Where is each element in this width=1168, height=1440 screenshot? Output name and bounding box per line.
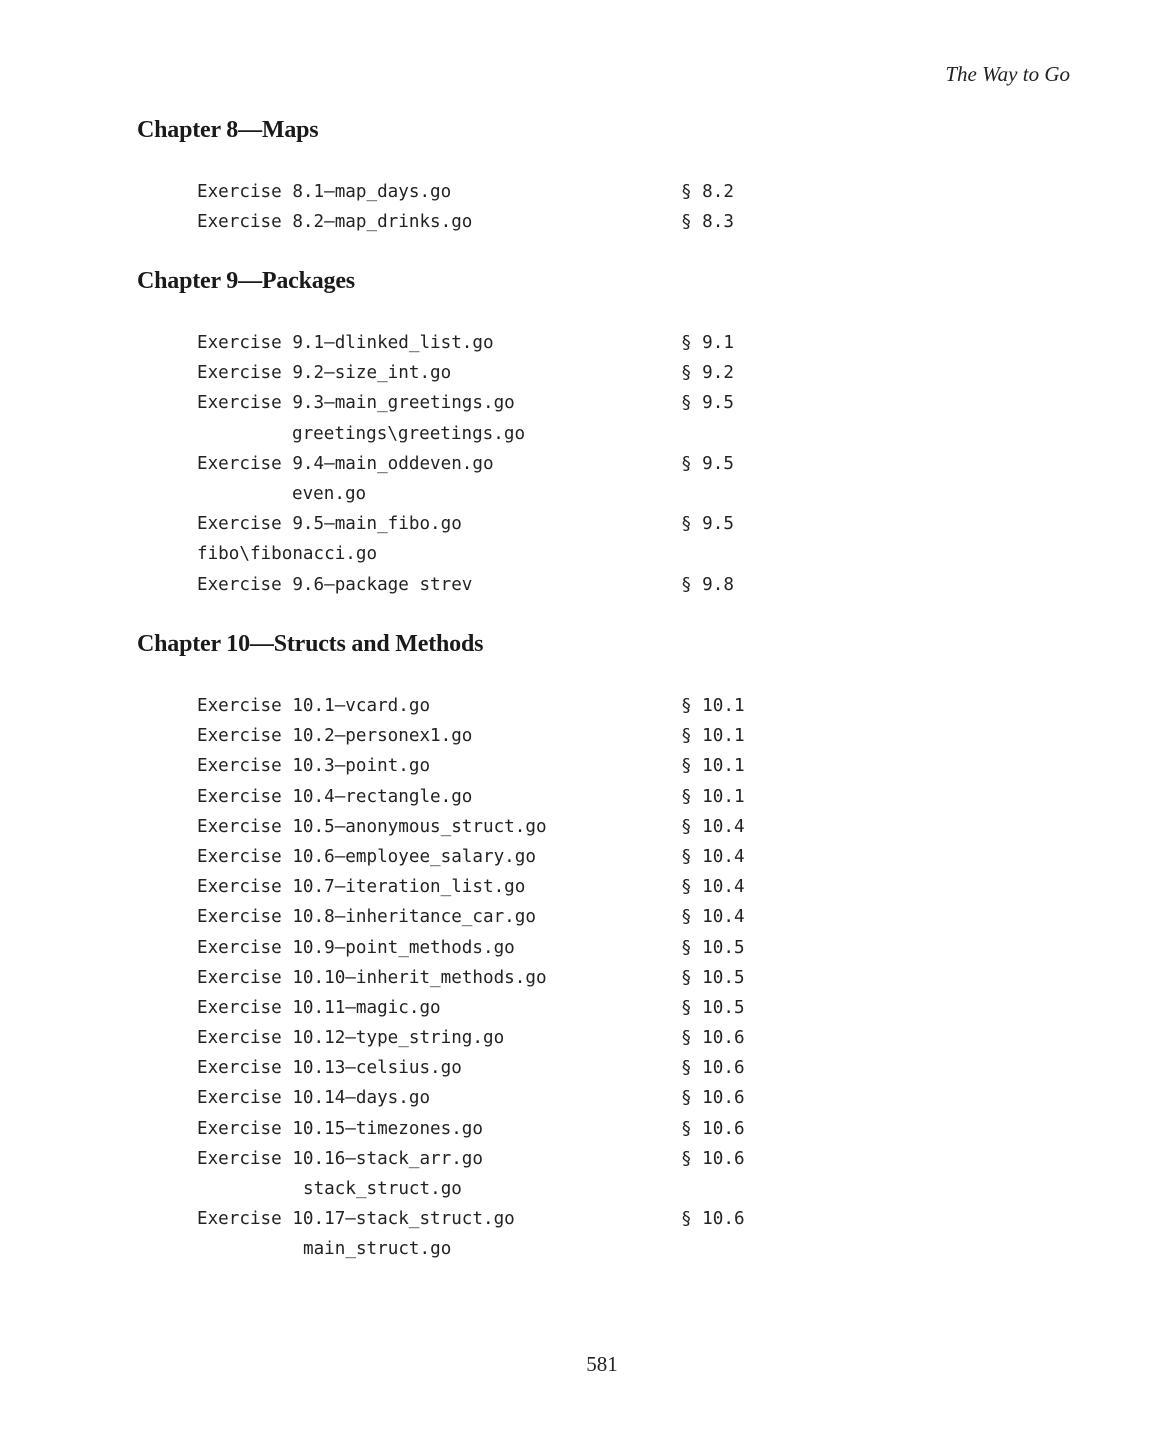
exercise-name: Exercise 10.9—point_methods.go xyxy=(197,937,515,958)
section-reference: § 10.6 xyxy=(681,1148,745,1169)
exercise-name: Exercise 10.3—point.go xyxy=(197,756,431,777)
exercise-entry xyxy=(197,177,1037,207)
exercise-name: Exercise 10.11—magic.go xyxy=(197,997,441,1018)
exercise-name: Exercise 8.2—map_drinks.go xyxy=(197,212,473,233)
exercise-subfile xyxy=(197,1174,1037,1204)
chapter-8-section xyxy=(137,115,1037,237)
exercise-name: Exercise 10.14—days.go xyxy=(197,1088,431,1109)
exercise-name: Exercise 10.2—personex1.go xyxy=(197,726,473,747)
exercise-name: Exercise 10.16—stack_arr.go xyxy=(197,1148,483,1169)
exercise-name: Exercise 9.4—main_oddeven.go xyxy=(197,453,494,474)
exercise-name: Exercise 10.8—inheritance_car.go xyxy=(197,907,536,928)
exercise-name: Exercise 8.1—map_days.go xyxy=(197,182,452,202)
exercise-file-name: stack_struct.go xyxy=(303,1179,462,1199)
section-reference: § 9.8 xyxy=(681,574,734,595)
exercise-name: Exercise 9.6—package strev xyxy=(197,574,473,595)
exercise-name: Exercise 9.1—dlinked_list.go xyxy=(197,333,494,353)
exercise-entry xyxy=(197,812,1037,842)
exercise-file-name: fibo\fibonacci.go xyxy=(197,544,378,565)
exercise-subfile xyxy=(197,539,1037,569)
section-reference: § 10.1 xyxy=(681,756,745,777)
exercise-entry xyxy=(197,328,1037,358)
section-reference: § 10.5 xyxy=(681,997,745,1018)
exercise-name: Exercise 9.3—main_greetings.go xyxy=(197,393,515,414)
chapter-title: Chapter 10—Structs and Methods xyxy=(137,631,484,657)
section-reference: § 9.5 xyxy=(681,393,734,414)
section-reference: § 10.5 xyxy=(681,937,745,958)
chapter-9-section xyxy=(137,266,1037,600)
exercise-name: Exercise 10.5—anonymous_struct.go xyxy=(197,816,547,837)
section-reference: § 9.5 xyxy=(681,514,734,535)
section-reference: § 10.5 xyxy=(681,967,745,988)
page-number: 581 xyxy=(586,1352,618,1376)
exercise-entry xyxy=(197,1083,1037,1113)
exercise-entry xyxy=(197,207,1037,237)
exercise-entry xyxy=(197,842,1037,872)
section-reference: § 10.4 xyxy=(681,816,745,837)
exercise-entry xyxy=(197,782,1037,812)
exercise-list xyxy=(137,328,1037,600)
exercise-entry xyxy=(197,1114,1037,1144)
section-reference: § 10.1 xyxy=(681,726,745,747)
section-reference: § 10.6 xyxy=(681,1118,745,1139)
exercise-entry xyxy=(197,933,1037,963)
section-reference: § 10.6 xyxy=(681,1088,745,1109)
exercise-list xyxy=(137,691,1037,1265)
section-reference: § 8.2 xyxy=(681,182,734,202)
chapter-title: Chapter 9—Packages xyxy=(137,268,355,294)
exercise-entry xyxy=(197,1144,1037,1174)
exercise-name: Exercise 9.5—main_fibo.go xyxy=(197,514,462,535)
exercise-name: Exercise 10.4—rectangle.go xyxy=(197,786,473,807)
exercise-entry xyxy=(197,388,1037,418)
exercise-subfile xyxy=(197,1234,1037,1264)
running-header: The Way to Go xyxy=(945,62,1070,86)
exercise-file-name: even.go xyxy=(292,483,367,504)
section-reference: § 10.6 xyxy=(681,1058,745,1079)
exercise-entry xyxy=(197,872,1037,902)
exercise-name: Exercise 10.7—iteration_list.go xyxy=(197,877,526,898)
exercise-entry xyxy=(197,358,1037,388)
section-reference: § 9.2 xyxy=(681,363,734,384)
exercise-entry xyxy=(197,721,1037,751)
exercise-entry xyxy=(197,902,1037,932)
chapter-10-section xyxy=(137,629,1037,1265)
section-reference: § 10.1 xyxy=(681,786,745,807)
exercise-entry xyxy=(197,751,1037,781)
exercise-name: Exercise 10.10—inherit_methods.go xyxy=(197,967,547,988)
exercise-entry xyxy=(197,691,1037,721)
exercise-entry xyxy=(197,449,1037,479)
section-reference: § 10.6 xyxy=(681,1209,745,1230)
exercise-name: Exercise 10.1—vcard.go xyxy=(197,696,431,716)
exercise-name: Exercise 10.13—celsius.go xyxy=(197,1058,462,1079)
section-reference: § 8.3 xyxy=(681,212,734,233)
section-reference: § 10.4 xyxy=(681,877,745,898)
exercise-entry xyxy=(197,570,1037,600)
exercise-name: Exercise 9.2—size_int.go xyxy=(197,363,452,384)
exercise-subfile xyxy=(197,479,1037,509)
exercise-subfile xyxy=(197,419,1037,449)
exercise-name: Exercise 10.17—stack_struct.go xyxy=(197,1209,515,1230)
exercise-entry xyxy=(197,1023,1037,1053)
section-reference: § 10.1 xyxy=(681,696,745,716)
exercise-entry xyxy=(197,993,1037,1023)
chapter-title: Chapter 8—Maps xyxy=(137,117,319,143)
exercise-name: Exercise 10.15—timezones.go xyxy=(197,1118,483,1139)
exercise-file-name: main_struct.go xyxy=(303,1239,452,1260)
exercise-file-name: greetings\greetings.go xyxy=(292,423,526,444)
exercise-entry xyxy=(197,1204,1037,1234)
section-reference: § 10.4 xyxy=(681,907,745,928)
section-reference: § 10.4 xyxy=(681,846,745,867)
exercise-entry xyxy=(197,1053,1037,1083)
section-reference: § 9.1 xyxy=(681,333,734,353)
exercise-entry xyxy=(197,509,1037,539)
exercise-name: Exercise 10.6—employee_salary.go xyxy=(197,846,536,867)
section-reference: § 9.5 xyxy=(681,453,734,474)
exercise-name: Exercise 10.12—type_string.go xyxy=(197,1028,505,1049)
exercise-entry xyxy=(197,963,1037,993)
exercise-list xyxy=(137,177,1037,237)
section-reference: § 10.6 xyxy=(681,1028,745,1049)
